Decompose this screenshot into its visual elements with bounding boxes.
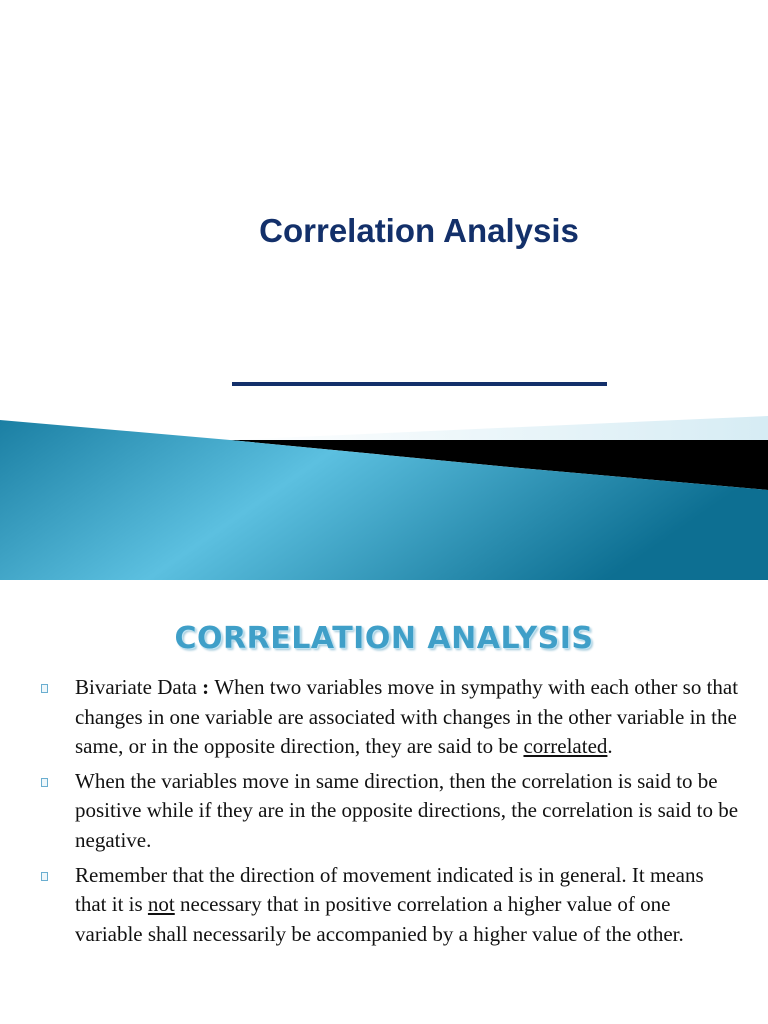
decorative-banner bbox=[0, 410, 768, 580]
bullet-text-end: . bbox=[607, 734, 613, 759]
title-underline-rule bbox=[232, 382, 607, 386]
bullet-icon bbox=[41, 778, 48, 787]
bullet-text: When two variables move in sympathy with each other so that changes in one variable are associated with changes in the other variable in the same, or in the opposite direction, they are said to be bbox=[75, 675, 739, 759]
list-item bbox=[40, 673, 740, 762]
slide-heading: CORRELATION ANALYSIS bbox=[174, 621, 594, 656]
bullet-icon bbox=[41, 684, 48, 693]
list-item bbox=[40, 861, 740, 950]
slide-title: Correlation Analysis bbox=[259, 212, 579, 249]
bullet-underlined-word: correlated bbox=[523, 734, 608, 759]
bullet-term: Bivariate Data bbox=[75, 675, 197, 699]
slide-2 bbox=[0, 585, 768, 1024]
bullet-text-end: necessary that in positive correlation a higher value of one variable shall necessarily be accompanied by a higher value of the other. bbox=[75, 892, 684, 946]
banner-light-strip bbox=[230, 416, 768, 440]
bullet-icon bbox=[41, 872, 48, 881]
bullet-text: When the variables move in same direction, then the correlation is said to be positive while if they are in the opposite directions, the correlation is said to be negative. bbox=[75, 768, 739, 852]
list-item bbox=[40, 767, 740, 856]
bullet-list bbox=[40, 673, 740, 954]
bullet-underlined-word: not bbox=[147, 892, 175, 917]
bullet-separator: : bbox=[196, 675, 215, 699]
bullet-text: Remember that the direction of movement indicated is in general. It means that it is bbox=[75, 862, 704, 917]
